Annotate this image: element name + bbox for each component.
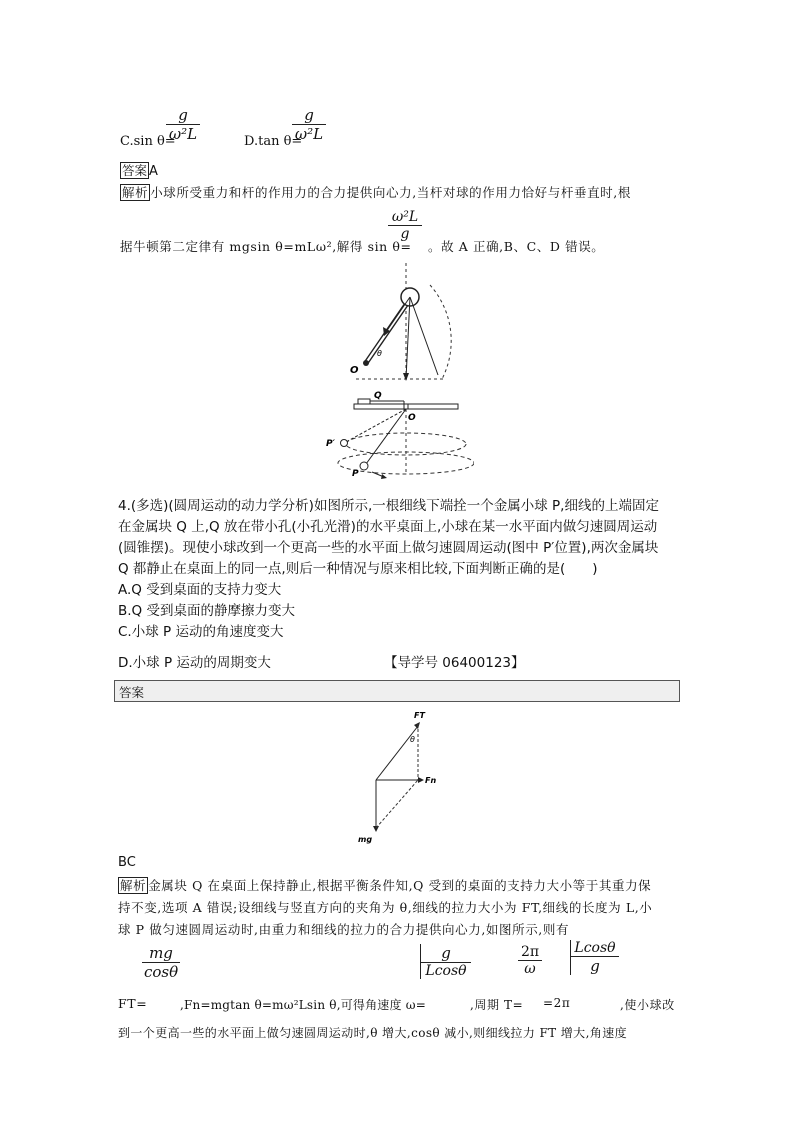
q4-line1: 4.(多选)(圆周运动的动力学分析)如图所示,一根细线下端拴一个金属小球 P,细线的上端固定 bbox=[118, 498, 659, 514]
eq-t-fraction: 2π ω bbox=[518, 944, 542, 977]
answer-bar-label: 答案 bbox=[119, 685, 145, 700]
label-q: Q bbox=[374, 391, 382, 401]
figure-rod-pendulum bbox=[340, 255, 460, 387]
label-theta: θ bbox=[377, 349, 382, 358]
eq-omega-denominator: Lcosθ bbox=[425, 963, 467, 979]
option-d-numerator: g bbox=[304, 106, 314, 124]
answer-bar bbox=[114, 680, 680, 702]
q4-option-d: D.小球 P 运动的周期变大 bbox=[118, 655, 271, 671]
arc-dashed bbox=[430, 285, 451, 379]
figure-conical-pendulum bbox=[324, 388, 474, 488]
q4-option-b: B.Q 受到桌面的静摩擦力变大 bbox=[118, 603, 295, 619]
dashed-diagonal bbox=[376, 780, 418, 828]
label-o: O bbox=[350, 365, 359, 376]
q3-analysis-line2a: 据牛顿第二定律有 mgsin θ=mLω²,解得 sin θ= bbox=[120, 239, 412, 254]
q4-option-c: C.小球 P 运动的角速度变大 bbox=[118, 624, 284, 640]
option-c-fraction bbox=[166, 106, 200, 143]
option-c-numerator: g bbox=[178, 106, 188, 124]
eq-ft-fraction: mg cosθ bbox=[144, 944, 179, 981]
q4-guide-number: 【导学号 06400123】 bbox=[384, 655, 525, 671]
answer-label: 答案 bbox=[122, 163, 148, 178]
eq-tail: ,使小球改 bbox=[620, 998, 675, 1012]
block-q bbox=[358, 399, 370, 404]
q3-analysis-line1: 解析 小球所受重力和杆的作用力的合力提供向心力,当杆对球的作用力恰好与杆垂直时,根 bbox=[122, 185, 631, 200]
ball-p bbox=[360, 462, 368, 470]
answer-value: A bbox=[149, 164, 158, 179]
q4-analysis-line5: 到一个更高一些的水平面上做匀速圆周运动时,θ 增大,cosθ 减小,则细线拉力 FT 增大,角速度 bbox=[118, 1026, 628, 1040]
string-lower bbox=[366, 409, 406, 464]
option-d-denominator: ω²L bbox=[294, 125, 324, 143]
gravity-arrow bbox=[406, 297, 410, 379]
pivot bbox=[363, 360, 369, 366]
q4-line4: Q 都静止在桌面上的同一点,则后一种情况与原来相比较,下面判断正确的是( ) bbox=[118, 561, 598, 577]
q4-analysis-label: 解析 bbox=[120, 878, 147, 893]
q4-analysis-line1: 解析 金属块 Q 在桌面上保持静止,根据平衡条件知,Q 受到的桌面的支持力大小等于其重力保 bbox=[120, 878, 652, 893]
q3-answer-row bbox=[120, 161, 158, 179]
analysis-label: 解析 bbox=[122, 185, 149, 200]
option-c-denominator: ω²L bbox=[168, 125, 198, 143]
label-o: O bbox=[408, 413, 416, 423]
eq-fn: ,Fn=mgtan θ=mω²Lsin θ,可得角速度 ω= bbox=[180, 998, 426, 1012]
eq-t-radical: Lcosθ g bbox=[570, 940, 619, 975]
q4-answer-value: BC bbox=[118, 855, 136, 870]
eq-omega-radical bbox=[420, 944, 471, 979]
q3-fraction: ω²L g bbox=[388, 209, 422, 242]
resultant-arrow bbox=[410, 297, 438, 375]
ball-p-prime bbox=[341, 440, 348, 447]
label-p-prime: P′ bbox=[326, 439, 335, 449]
q4-line3: (圆锥摆)。现使小球改到一个更高一些的水平面上做匀速圆周运动(图中 P′位置),两次金属块 bbox=[118, 540, 659, 556]
eq-omega-numerator: g bbox=[441, 944, 451, 962]
string-upper bbox=[346, 409, 406, 442]
figure-force-diagram bbox=[350, 708, 450, 848]
label-mg: mg bbox=[358, 835, 373, 844]
option-d-fraction bbox=[292, 106, 326, 143]
option-d-prefix: D.tan θ= bbox=[244, 134, 303, 149]
eq-t-mid: =2π bbox=[543, 996, 571, 1010]
label-fn: Fn bbox=[425, 776, 437, 785]
label-p: P bbox=[352, 469, 359, 479]
label-theta: θ bbox=[410, 735, 415, 744]
q4-analysis-line3: 球 P 做匀速圆周运动时,由重力和细线的拉力的合力提供向心力,如图所示,则有 bbox=[118, 922, 570, 937]
q4-line2: 在金属块 Q 上,Q 放在带小孔(小孔光滑)的水平桌面上,小球在某一水平面内做匀速圆周运动 bbox=[118, 519, 658, 535]
q4-analysis-line2: 持不变,选项 A 错误;设细线与竖直方向的夹角为 θ,细线的拉力大小为 FT,细线的长度为 L,小 bbox=[118, 900, 653, 915]
label-ft: FT bbox=[414, 711, 425, 720]
table-right bbox=[408, 404, 458, 409]
eq-ft-label: FT= bbox=[118, 996, 148, 1011]
q4-option-a: A.Q 受到桌面的支持力变大 bbox=[118, 582, 282, 598]
option-c-prefix: C.sin θ= bbox=[120, 134, 176, 149]
force-arrow bbox=[386, 297, 410, 332]
q3-analysis-line2b: 。故 A 正确,B、C、D 错误。 bbox=[428, 239, 605, 254]
eq-period: ,周期 T= bbox=[470, 998, 524, 1012]
